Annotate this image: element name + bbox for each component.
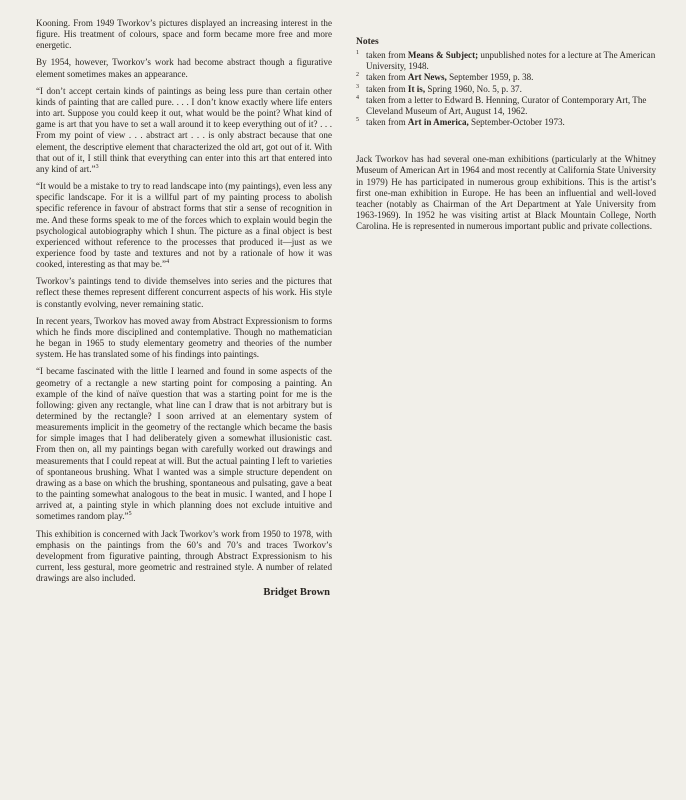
note-item: 5 taken from Art in America, September-October 1973. <box>356 117 565 128</box>
note-source-title: Art in America, <box>407 117 469 128</box>
note-number: 2 <box>356 72 359 79</box>
note-number: 3 <box>356 83 359 90</box>
notes-list <box>356 50 656 128</box>
quote-1 <box>36 86 332 175</box>
quote-3 <box>36 366 332 522</box>
note-item: 3 taken from It is, Spring 1960, No. 5, p. 37. <box>356 83 522 94</box>
note-item: 4 taken from a letter to Edward B. Henning, Curator of Contemporary Art, The Cleveland Museum of Art, August 14, 1962. <box>356 94 647 116</box>
note-number: 4 <box>356 94 359 101</box>
paragraph-2: By 1954, however, Tworkov’s work had become abstract though a figurative element sometimes makes an appearance. <box>36 57 332 79</box>
quote-2-text: “It would be a mistake to try to read landscape into (my paintings), even less any specific landscape. For it is a willful part of my painting process to abolish specific reference in favour of abstract forms that stir a sense of recognition in me. And these forms speak to me of the forces which to explain would begin the psychological autobiography which I shun. The picture as a final object is best experienced without reference to the processes that produced it—just as we experience food by taste and textures and not by a rationale of how it was cooked, interesting as that may be.” <box>36 181 332 270</box>
quote-3-text: “I became fascinated with the little I learned and found in some aspects of the geometry of a rectangle a new starting point for composing a painting. An example of the kind of naïve question that was a starting point for me is the following: given any rectangle, what line can I draw that is not arbitrary but is determined by the rectangle? I soon arrived at an elementary system of measurements implicit in the geometry of the rectangle which became the basis for simple images that I had deliberately given a somewhat illusionistic cast. From then on, all my paintings began with carefully worked out drawings and measurements that I could repeat at will. But the actual painting I left to varieties of spontaneous brushing. What I wanted was a simple structure dependent on drawing as a base on which the brushing, spontaneous and pulsating, gave a beat to the painting somewhat analogous to the beat in music. I wanted, and I hope I arrived at, a painting style in which planning does not exclude intuitive and sometimes random play.” <box>36 366 332 522</box>
note-number: 1 <box>356 50 359 57</box>
notes-title: Notes <box>356 37 379 47</box>
artist-bio: Jack Tworkov has had several one-man exhibitions (particularly at the Whitney Museum of American Art in 1964 and most recently at California State University in 1979) He has participated in numerous group exhibitions. This is the artist’s first one-man exhibition in Europe. He has been an influential and well-loved teacher (notably as Chairman of the Art Department at Yale University from 1963-1969). In 1952 he was visiting artist at Black Mountain College, North Carolina. He is represented in numerous important public and private collections. <box>356 154 656 232</box>
paragraph-3: Tworkov’s paintings tend to divide themselves into series and the pictures that reflect these themes represent different concurrent aspects of his work. His style is constantly evolving, never remaining static. <box>36 276 332 309</box>
note-source-title: Art News, <box>407 72 447 83</box>
essay-column <box>36 18 332 599</box>
note-source-title: It is, <box>407 83 426 94</box>
notes-column <box>356 37 656 238</box>
paragraph-4: In recent years, Tworkov has moved away from Abstract Expressionism to forms which he finds more disciplined and contemplative. Though no mathematician he began in 1965 to study elementary geometry and theories of the number system. He has translated some of his findings into paintings. <box>36 315 332 360</box>
note-item: 1 taken from Means & Subject; unpublished notes for a lecture at The American University, 1948. <box>356 50 656 72</box>
note-source-title: Means & Subject; <box>407 50 479 61</box>
footnote-ref: 4 <box>166 259 170 266</box>
author-signature: Bridget Brown <box>263 587 330 599</box>
note-number: 5 <box>356 117 359 124</box>
paragraph-5: This exhibition is concerned with Jack Tworkov’s work from 1950 to 1978, with emphasis on the paintings from the 60’s and 70’s and traces Tworkov’s development from figurative painting, through Abstract Expressionism to his current, less gestural, more geometric and restrained style. A number of related drawings are also included. <box>36 528 332 584</box>
quote-2 <box>36 181 332 270</box>
footnote-ref: 3 <box>95 163 99 170</box>
footnote-ref: 5 <box>128 511 132 518</box>
quote-1-text: “I don’t accept certain kinds of paintings as being less pure than certain other kinds of painting that are called pure. . . . I don’t know exactly where life enters into art. Suppose you could keep it out, what would be the point? What kind of game is art that you have to set a wall around it to keep everything out of it? . . . From my point of view . . . abstract art . . . is only abstract because that one element, the descriptive element that characterized the old art, got out of it. With that out of it, I still think that everything can enter into this art that entered into any kind of art.” <box>36 85 332 174</box>
note-item: 2 taken from Art News, September 1959, p. 38. <box>356 72 534 83</box>
paragraph-1: Kooning. From 1949 Tworkov’s pictures displayed an increasing interest in the figure. His treatment of colours, space and form became more free and more energetic. <box>36 18 332 51</box>
